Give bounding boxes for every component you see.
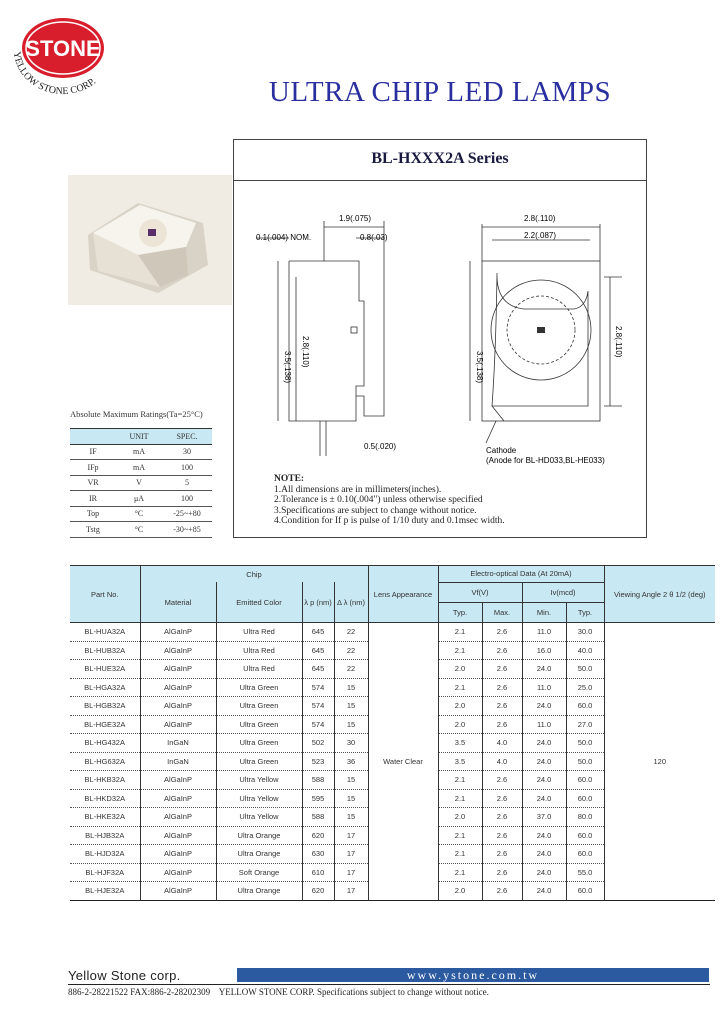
th-lp: λ p (nm) <box>302 582 334 623</box>
table-cell: 24.0 <box>522 660 566 679</box>
th-lens: Lens Appearance <box>368 566 438 623</box>
table-cell: BL-HG432A <box>70 734 140 753</box>
table-cell: 24.0 <box>522 826 566 845</box>
svg-text:3.5(.138): 3.5(.138) <box>475 351 484 384</box>
table-cell: InGaN <box>140 734 216 753</box>
table-cell: 574 <box>302 697 334 716</box>
table-cell: 610 <box>302 863 334 882</box>
th-dl: Δ λ (nm) <box>334 582 368 623</box>
footer-disclaimer: Specifications subject to change without notice. <box>316 987 489 997</box>
table-cell: 17 <box>334 845 368 864</box>
note-item: 2.Tolerance is ± 0.10(.004") unless otherwise specified <box>274 495 483 505</box>
th-iv-typ: Typ. <box>566 603 604 623</box>
table-cell: 620 <box>302 826 334 845</box>
table-cell: 2.6 <box>482 697 522 716</box>
table-cell: BL-HJD32A <box>70 845 140 864</box>
table-cell: BL-HKE32A <box>70 808 140 827</box>
svg-text:3.5(.138): 3.5(.138) <box>283 351 292 384</box>
table-cell: 630 <box>302 845 334 864</box>
table-cell: 17 <box>334 882 368 901</box>
table-cell: 15 <box>334 789 368 808</box>
table-cell: AlGaInP <box>140 660 216 679</box>
series-title: BL-HXXX2A Series <box>371 150 509 167</box>
table-cell: 2.6 <box>482 882 522 901</box>
table-cell: Ultra Yellow <box>216 771 302 790</box>
table-cell: AlGaInP <box>140 641 216 660</box>
table-cell: AlGaInP <box>140 771 216 790</box>
table-cell: BL-HUE32A <box>70 660 140 679</box>
table-cell: 60.0 <box>566 771 604 790</box>
table-cell: 645 <box>302 623 334 642</box>
table-cell: 50.0 <box>566 752 604 771</box>
table-cell: 60.0 <box>566 697 604 716</box>
table-cell: 24.0 <box>522 771 566 790</box>
table-cell: Ultra Red <box>216 623 302 642</box>
table-cell: 11.0 <box>522 678 566 697</box>
table-cell: 2.1 <box>438 826 482 845</box>
table-cell: BL-HG632A <box>70 752 140 771</box>
note-item: 1.All dimensions are in millimeters(inches). <box>274 484 442 495</box>
svg-text:2.8(.110): 2.8(.110) <box>614 326 623 358</box>
th-chip: Chip <box>140 566 368 583</box>
table-cell: 2.1 <box>438 863 482 882</box>
table-cell: BL-HGE32A <box>70 715 140 734</box>
table-cell: 50.0 <box>566 660 604 679</box>
table-cell: 2.0 <box>438 697 482 716</box>
table-cell: 36 <box>334 752 368 771</box>
table-cell: 4.0 <box>482 734 522 753</box>
table-cell: AlGaInP <box>140 623 216 642</box>
table-cell: 2.6 <box>482 845 522 864</box>
table-cell: 120 <box>604 623 715 901</box>
th-view: Viewing Angle 2 θ 1/2 (deg) <box>604 566 715 623</box>
table-cell: 620 <box>302 882 334 901</box>
table-cell: 17 <box>334 863 368 882</box>
footer-divider <box>68 984 710 985</box>
notes <box>274 474 505 527</box>
table-cell: 24.0 <box>522 697 566 716</box>
table-cell: 27.0 <box>566 715 604 734</box>
table-cell: BL-HKD32A <box>70 789 140 808</box>
table-cell: 15 <box>334 808 368 827</box>
th-vf-typ: Typ. <box>438 603 482 623</box>
table-cell: 22 <box>334 660 368 679</box>
table-cell: 22 <box>334 641 368 660</box>
logo-text: STONE <box>25 36 101 61</box>
table-cell: Ultra Green <box>216 734 302 753</box>
table-cell: 37.0 <box>522 808 566 827</box>
product-photo <box>68 175 232 305</box>
footer-phone: 886-2-28221522 FAX:886-2-28202309 <box>68 987 211 997</box>
table-cell: AlGaInP <box>140 808 216 827</box>
table-cell: Ultra Green <box>216 715 302 734</box>
dimension-drawing <box>234 181 646 491</box>
footer-url[interactable]: www.ystone.com.tw <box>406 968 540 982</box>
table-cell: 588 <box>302 771 334 790</box>
table-cell: 2.0 <box>438 882 482 901</box>
table-cell: 2.6 <box>482 863 522 882</box>
table-cell: Ultra Red <box>216 641 302 660</box>
note-item: 3.Specifications are subject to change without notice. <box>274 505 477 516</box>
table-cell: 2.1 <box>438 789 482 808</box>
table-cell: 2.0 <box>438 660 482 679</box>
table-cell: AlGaInP <box>140 826 216 845</box>
spec-table <box>70 565 715 901</box>
table-row <box>70 623 715 642</box>
svg-text:(Anode for BL-HD033,BL-HE033): (Anode for BL-HD033,BL-HE033) <box>486 456 605 465</box>
abs-max-caption: Absolute Maximum Ratings(Ta=25°C) <box>70 409 203 419</box>
table-cell: BL-HKB32A <box>70 771 140 790</box>
table-cell: 2.6 <box>482 678 522 697</box>
table-cell: BL-HGA32A <box>70 678 140 697</box>
table-cell: 50.0 <box>566 734 604 753</box>
svg-text:Cathode: Cathode <box>486 446 517 455</box>
table-cell: Ultra Green <box>216 697 302 716</box>
table-cell: AlGaInP <box>140 678 216 697</box>
table-cell: Water Clear <box>368 623 438 901</box>
table-cell: 60.0 <box>566 845 604 864</box>
th-eo: Electro-optical Data (At 20mA) <box>438 566 604 583</box>
table-cell: 2.6 <box>482 623 522 642</box>
table-cell: 24.0 <box>522 863 566 882</box>
table-cell: 645 <box>302 641 334 660</box>
page-title: ULTRA CHIP LED LAMPS <box>268 76 612 108</box>
table-cell: Ultra Yellow <box>216 808 302 827</box>
table-cell: BL-HUA32A <box>70 623 140 642</box>
table-row: Top °C -25~+80 <box>70 506 212 522</box>
th-color: Emitted Color <box>216 582 302 623</box>
table-cell: Ultra Green <box>216 678 302 697</box>
table-cell: BL-HUB32A <box>70 641 140 660</box>
table-cell: 2.1 <box>438 678 482 697</box>
table-cell: Ultra Orange <box>216 826 302 845</box>
table-cell: 2.1 <box>438 623 482 642</box>
table-cell: 25.0 <box>566 678 604 697</box>
table-cell: 60.0 <box>566 826 604 845</box>
table-cell: AlGaInP <box>140 882 216 901</box>
svg-text:2.8(.110): 2.8(.110) <box>301 336 310 368</box>
th-vf: Vf(V) <box>438 582 522 603</box>
table-cell: 60.0 <box>566 789 604 808</box>
table-cell: 595 <box>302 789 334 808</box>
table-row: IFp mA 100 <box>70 460 212 476</box>
table-cell: 3.5 <box>438 752 482 771</box>
table-cell: AlGaInP <box>140 715 216 734</box>
table-cell: Ultra Red <box>216 660 302 679</box>
note-item: 4.Condition for If p is pulse of 1/10 duty and 0.1msec width. <box>274 516 505 526</box>
table-cell: 16.0 <box>522 641 566 660</box>
table-cell: BL-HJE32A <box>70 882 140 901</box>
table-cell: Ultra Orange <box>216 882 302 901</box>
table-cell: BL-HJB32A <box>70 826 140 845</box>
table-row: VR V 5 <box>70 475 212 491</box>
table-cell: 24.0 <box>522 789 566 808</box>
table-cell: 2.6 <box>482 660 522 679</box>
table-cell: 15 <box>334 771 368 790</box>
table-cell: 2.1 <box>438 771 482 790</box>
table-cell: 502 <box>302 734 334 753</box>
table-row: IR μA 100 <box>70 491 212 507</box>
table-cell: AlGaInP <box>140 697 216 716</box>
table-cell: Soft Orange <box>216 863 302 882</box>
svg-text:0.5(.020): 0.5(.020) <box>364 442 397 451</box>
table-cell: 574 <box>302 678 334 697</box>
table-cell: 11.0 <box>522 715 566 734</box>
table-row: Tstg °C -30~+85 <box>70 522 212 538</box>
table-cell: 15 <box>334 715 368 734</box>
table-cell: BL-HGB32A <box>70 697 140 716</box>
table-cell: 40.0 <box>566 641 604 660</box>
footer-contact <box>68 987 489 997</box>
table-cell: Ultra Green <box>216 752 302 771</box>
svg-text:0.8(.03): 0.8(.03) <box>360 233 388 242</box>
table-cell: Ultra Yellow <box>216 789 302 808</box>
table-cell: 2.6 <box>482 826 522 845</box>
table-cell: 2.0 <box>438 715 482 734</box>
table-cell: 645 <box>302 660 334 679</box>
table-cell: 24.0 <box>522 882 566 901</box>
th-iv-min: Min. <box>522 603 566 623</box>
table-cell: 55.0 <box>566 863 604 882</box>
th-iv: Iv(mcd) <box>522 582 604 603</box>
abs-max-header: UNIT SPEC. <box>70 429 212 445</box>
table-cell: 2.1 <box>438 641 482 660</box>
table-cell: 15 <box>334 678 368 697</box>
table-cell: InGaN <box>140 752 216 771</box>
table-cell: 2.6 <box>482 771 522 790</box>
table-cell: AlGaInP <box>140 845 216 864</box>
table-cell: 4.0 <box>482 752 522 771</box>
company-logo <box>4 10 122 102</box>
svg-text:2.2(.087): 2.2(.087) <box>524 231 557 240</box>
table-cell: 523 <box>302 752 334 771</box>
table-cell: AlGaInP <box>140 863 216 882</box>
table-cell: 24.0 <box>522 734 566 753</box>
th-partno: Part No. <box>70 566 140 623</box>
table-cell: 2.0 <box>438 808 482 827</box>
abs-max-table <box>70 428 212 538</box>
table-cell: 30 <box>334 734 368 753</box>
table-cell: 2.1 <box>438 845 482 864</box>
table-cell: 15 <box>334 697 368 716</box>
svg-text:0.1(.004) NOM.: 0.1(.004) NOM. <box>256 233 312 242</box>
notes-title: NOTE: <box>274 474 305 484</box>
table-cell: 574 <box>302 715 334 734</box>
table-cell: AlGaInP <box>140 789 216 808</box>
table-cell: 11.0 <box>522 623 566 642</box>
table-cell: 2.6 <box>482 715 522 734</box>
table-cell: BL-HJF32A <box>70 863 140 882</box>
table-cell: 22 <box>334 623 368 642</box>
svg-text:2.8(.110): 2.8(.110) <box>524 214 556 223</box>
table-cell: 2.6 <box>482 641 522 660</box>
footer-corp: YELLOW STONE CORP. <box>218 987 315 997</box>
svg-text:1.9(.075): 1.9(.075) <box>339 214 372 223</box>
table-cell: 80.0 <box>566 808 604 827</box>
table-cell: 588 <box>302 808 334 827</box>
table-row: IF mA 30 <box>70 444 212 460</box>
table-cell: 60.0 <box>566 882 604 901</box>
th-material: Material <box>140 582 216 623</box>
table-cell: 24.0 <box>522 752 566 771</box>
logo-ring-text: YELLOW STONE CORP. <box>10 50 98 98</box>
table-cell: 2.6 <box>482 789 522 808</box>
table-cell: 30.0 <box>566 623 604 642</box>
table-cell: 17 <box>334 826 368 845</box>
table-cell: 3.5 <box>438 734 482 753</box>
table-cell: 2.6 <box>482 808 522 827</box>
th-vf-max: Max. <box>482 603 522 623</box>
table-cell: Ultra Orange <box>216 845 302 864</box>
table-cell: 24.0 <box>522 845 566 864</box>
footer-company: Yellow Stone corp. <box>68 968 181 983</box>
